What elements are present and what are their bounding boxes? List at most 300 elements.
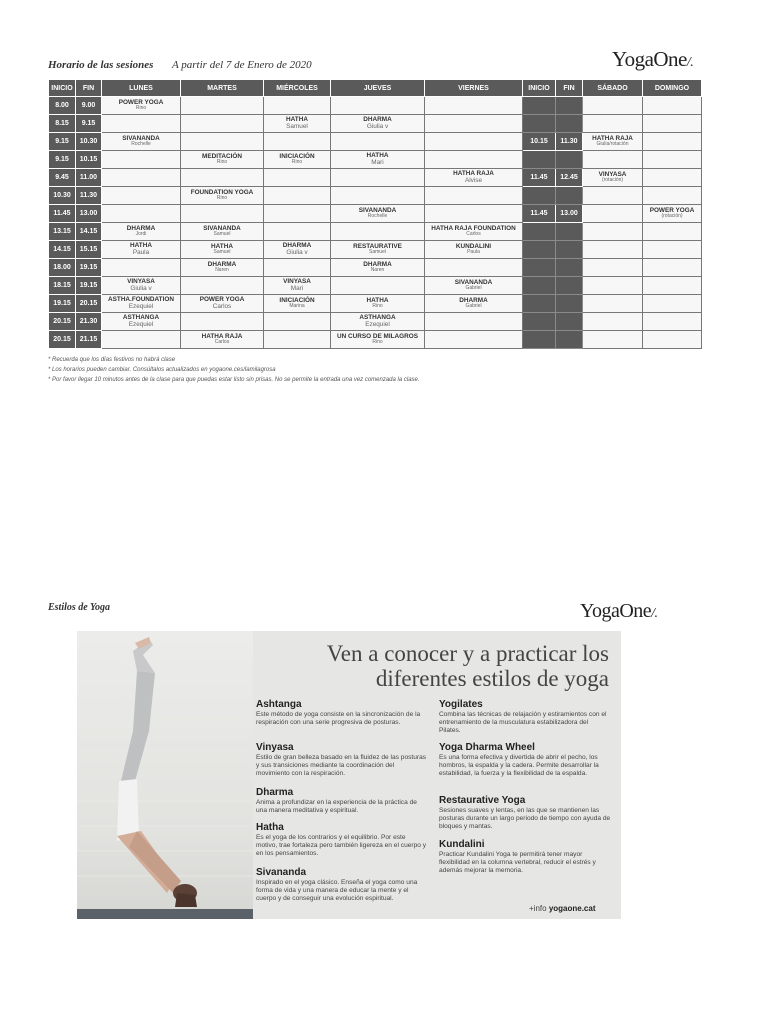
empty-cell	[425, 205, 523, 223]
empty-cell	[264, 313, 331, 331]
time-cell: 11.00	[76, 169, 102, 187]
schedule-notes	[48, 355, 420, 385]
yoga-styles-poster	[77, 631, 621, 919]
class-cell	[331, 205, 425, 223]
info-prefix: +info	[529, 904, 547, 913]
style-description: Inspirado en el yoga clásico. Enseña el yoga como una forma de vida y una manera de educar la mente y el cuerpo y de conseguir una evolución espiritual.	[256, 879, 418, 903]
teacher-name: Paula	[132, 248, 150, 256]
empty-cell	[102, 169, 181, 187]
class-cell	[102, 277, 181, 295]
yoga-pose-photo	[77, 631, 253, 919]
empty-cell	[583, 151, 643, 169]
empty-cell	[331, 223, 425, 241]
column-header: MIÉRCOLES	[264, 80, 331, 97]
schedule-header-row	[49, 80, 702, 97]
class-cell	[583, 133, 643, 151]
empty-cell	[583, 223, 643, 241]
empty-time-cell	[556, 259, 583, 277]
class-name: KUNDALINI	[455, 242, 492, 250]
empty-time-cell	[556, 295, 583, 313]
empty-cell	[264, 169, 331, 187]
empty-cell	[425, 331, 523, 349]
time-cell: 20.15	[76, 295, 102, 313]
schedule-row	[49, 277, 702, 295]
styles-section-title: Estilos de Yoga	[48, 602, 111, 613]
class-cell	[181, 151, 264, 169]
time-cell: 20.15	[49, 313, 76, 331]
class-cell	[181, 259, 264, 277]
empty-time-cell	[556, 223, 583, 241]
class-name: ASTHANGA	[359, 313, 396, 321]
logo-secondary	[580, 600, 658, 623]
yoga-mat	[77, 909, 253, 919]
logo-text-secondary: YogaOne	[580, 600, 652, 622]
schedule-row	[49, 133, 702, 151]
empty-cell	[425, 133, 523, 151]
empty-time-cell	[523, 223, 556, 241]
schedule-row	[49, 115, 702, 133]
class-cell	[331, 115, 425, 133]
time-cell: 15.15	[76, 241, 102, 259]
weekend-time-cell: 13.00	[556, 205, 583, 223]
class-name: HATHA RAJA	[592, 134, 633, 142]
class-cell	[102, 313, 181, 331]
note-holidays: * Recuerda que los días festivos no habrá clase	[48, 357, 176, 363]
class-name: INICIACIÓN	[279, 152, 315, 160]
empty-cell	[425, 151, 523, 169]
logo-mark: /.	[686, 55, 694, 70]
note-changes: * Los horarios pueden cambiar. Consúltalos actualizados en yogaone.ces/lamilagrosa	[48, 367, 276, 373]
column-header: JUEVES	[331, 80, 425, 97]
style-name: Dharma	[256, 787, 294, 798]
column-header: MARTES	[181, 80, 264, 97]
teacher-name: Rino	[216, 195, 228, 202]
time-cell: 9.00	[76, 97, 102, 115]
empty-cell	[643, 169, 702, 187]
empty-time-cell	[523, 295, 556, 313]
teacher-name: Mari	[290, 284, 304, 292]
class-cell	[331, 259, 425, 277]
empty-time-cell	[556, 115, 583, 133]
weekend-time-cell: 11.30	[556, 133, 583, 151]
teacher-name: Rino	[291, 159, 303, 166]
style-description: Es el yoga de los contrarios y el equilibrio. Por este motivo, trae fortaleza pero también ligereza en el cuerpo y en los pensamientos.	[256, 834, 427, 858]
class-cell	[331, 331, 425, 349]
empty-time-cell	[523, 313, 556, 331]
empty-cell	[181, 115, 264, 133]
style-name: Sivananda	[256, 867, 307, 878]
empty-time-cell	[523, 241, 556, 259]
style-kundalini	[439, 839, 611, 876]
class-cell	[331, 313, 425, 331]
empty-cell	[583, 313, 643, 331]
teacher-name: Ezequiel	[128, 302, 154, 310]
empty-time-cell	[556, 97, 583, 115]
schedule-row	[49, 313, 702, 331]
teacher-name: Rino	[216, 159, 228, 166]
empty-cell	[643, 151, 702, 169]
empty-cell	[643, 295, 702, 313]
column-header: FIN	[76, 80, 102, 97]
schedule-row	[49, 97, 702, 115]
empty-cell	[643, 331, 702, 349]
teacher-name: Giulia/rotación	[596, 141, 629, 148]
class-name: VINYASA	[127, 277, 155, 285]
teacher-name: Giulia v	[130, 284, 152, 292]
time-cell: 9.15	[76, 115, 102, 133]
time-cell: 9.15	[49, 151, 76, 169]
style-description: Estilo de gran belleza basado en la fluidez de las posturas y sus transiciones mediante la coordinación del movimiento con la respiración.	[256, 754, 427, 778]
empty-cell	[181, 169, 264, 187]
empty-time-cell	[523, 97, 556, 115]
style-sivananda	[256, 867, 428, 904]
schedule-row	[49, 151, 702, 169]
class-name: HATHA RAJA	[201, 332, 243, 340]
class-name: SIVANANDA	[203, 224, 241, 232]
class-cell	[264, 241, 331, 259]
time-cell: 9.15	[49, 133, 76, 151]
class-cell	[331, 151, 425, 169]
empty-cell	[643, 313, 702, 331]
style-name: Vinyasa	[256, 742, 294, 753]
empty-cell	[643, 97, 702, 115]
empty-cell	[583, 241, 643, 259]
empty-cell	[331, 133, 425, 151]
class-name: MEDITACIÓN	[202, 152, 242, 160]
time-cell: 13.00	[76, 205, 102, 223]
empty-cell	[643, 259, 702, 277]
class-name: VINYASA	[283, 277, 311, 285]
weekend-time-cell: 11.45	[523, 169, 556, 187]
schedule-row	[49, 331, 702, 349]
class-cell	[264, 277, 331, 295]
empty-cell	[181, 97, 264, 115]
teacher-name: (rotación)	[601, 177, 624, 184]
time-cell: 14.15	[76, 223, 102, 241]
empty-time-cell	[556, 187, 583, 205]
empty-cell	[264, 205, 331, 223]
logo-mark-secondary: /.	[651, 606, 658, 621]
teacher-name: Samuel	[213, 231, 231, 238]
empty-cell	[643, 133, 702, 151]
empty-cell	[331, 169, 425, 187]
note-arrival: * Por favor llegar 10 minutos antes de la clase para que puedas estar listo sin prisas. No se permite la entrada una vez comenzada la clase.	[48, 377, 420, 383]
class-cell	[425, 241, 523, 259]
class-cell	[331, 295, 425, 313]
class-name: POWER YOGA	[199, 295, 245, 303]
time-cell: 21.30	[76, 313, 102, 331]
style-name: Restaurative Yoga	[439, 795, 526, 806]
class-cell	[425, 277, 523, 295]
style-hatha	[256, 822, 428, 859]
class-name: HATHA	[366, 296, 389, 304]
class-name: DHARMA	[459, 296, 488, 304]
class-cell	[583, 169, 643, 187]
time-cell: 19.15	[76, 277, 102, 295]
style-restaurative-yoga	[439, 795, 611, 832]
teacher-name: Alvise	[464, 176, 483, 184]
style-name: Yoga Dharma Wheel	[439, 742, 535, 753]
class-cell	[425, 223, 523, 241]
empty-cell	[583, 97, 643, 115]
style-name: Kundalini	[439, 839, 485, 850]
style-yogilates	[439, 699, 611, 736]
class-name: HATHA	[130, 241, 152, 249]
class-name: HATHA RAJA	[453, 169, 494, 177]
class-cell	[102, 133, 181, 151]
time-cell: 8.00	[49, 97, 76, 115]
class-cell	[331, 241, 425, 259]
empty-cell	[331, 277, 425, 295]
teacher-name: Marina	[289, 303, 305, 310]
time-cell: 18.15	[49, 277, 76, 295]
class-name: ASTHANGA	[122, 313, 160, 321]
teacher-name: Rino	[135, 105, 147, 112]
class-name: ASTHA.FOUNDATION	[108, 295, 174, 303]
style-vinyasa	[256, 742, 428, 779]
empty-cell	[425, 313, 523, 331]
teacher-name: Rino	[372, 303, 383, 310]
poster-headline-line1: Ven a conocer y a practicar los	[326, 641, 609, 666]
class-cell	[181, 295, 264, 313]
class-name: SIVANANDA	[454, 278, 493, 286]
class-name: SIVANANDA	[122, 134, 160, 142]
class-name: INICIACIÓN	[279, 296, 315, 304]
empty-time-cell	[523, 331, 556, 349]
style-dharma	[256, 787, 428, 815]
empty-cell	[102, 115, 181, 133]
weekend-time-cell: 12.45	[556, 169, 583, 187]
time-cell: 13.15	[49, 223, 76, 241]
teacher-name: Ezequiel	[128, 320, 154, 328]
weekend-time-cell: 11.45	[523, 205, 556, 223]
schedule-row	[49, 187, 702, 205]
empty-cell	[583, 331, 643, 349]
empty-cell	[181, 133, 264, 151]
empty-cell	[181, 205, 264, 223]
column-header: INICIO	[49, 80, 76, 97]
logo-text: YogaOne	[612, 47, 687, 71]
time-cell: 11.30	[76, 187, 102, 205]
column-header: FIN	[556, 80, 583, 97]
class-cell	[102, 97, 181, 115]
empty-cell	[425, 115, 523, 133]
column-header: SÁBADO	[583, 80, 643, 97]
empty-cell	[102, 259, 181, 277]
class-name: SIVANANDA	[358, 206, 397, 214]
time-cell: 10.30	[49, 187, 76, 205]
empty-cell	[264, 133, 331, 151]
empty-cell	[583, 187, 643, 205]
teacher-name: Samuel	[369, 249, 386, 256]
class-cell	[181, 223, 264, 241]
empty-cell	[102, 151, 181, 169]
schedule-row	[49, 259, 702, 277]
style-ashtanga	[256, 699, 428, 727]
poster-footer	[529, 904, 596, 913]
class-name: HATHA	[211, 242, 233, 250]
class-cell	[181, 187, 264, 205]
time-cell: 21.15	[76, 331, 102, 349]
empty-time-cell	[556, 277, 583, 295]
teacher-name: Carlos	[214, 339, 230, 346]
class-name: POWER YOGA	[649, 206, 695, 214]
empty-cell	[264, 331, 331, 349]
schedule-subtitle: A partir del 7 de Enero de 2020	[172, 59, 312, 71]
schedule-row	[49, 169, 702, 187]
class-name: FOUNDATION YOGA	[190, 188, 254, 196]
empty-time-cell	[556, 241, 583, 259]
class-name: DHARMA	[126, 224, 156, 232]
time-cell: 9.45	[49, 169, 76, 187]
empty-cell	[102, 187, 181, 205]
teacher-name: Rochelle	[131, 141, 151, 148]
empty-cell	[643, 241, 702, 259]
teacher-name: Giulia v	[286, 248, 308, 256]
time-cell: 8.15	[49, 115, 76, 133]
yoga-woman-illustration	[77, 631, 253, 919]
empty-cell	[102, 205, 181, 223]
time-cell: 10.30	[76, 133, 102, 151]
empty-cell	[264, 187, 331, 205]
teacher-name: Samuel	[213, 249, 231, 256]
class-cell	[102, 295, 181, 313]
class-name: HATHA	[366, 151, 389, 159]
style-yoga-dharma-wheel	[439, 742, 611, 779]
poster-headline-line2: diferentes estilos de yoga	[375, 666, 609, 691]
class-name: DHARMA	[363, 260, 392, 268]
class-name: VINYASA	[598, 170, 627, 178]
empty-cell	[425, 187, 523, 205]
teacher-name: Jordi	[135, 231, 147, 238]
schedule-title: Horario de las sesiones	[48, 59, 154, 71]
time-cell: 14.15	[49, 241, 76, 259]
class-name: DHARMA	[282, 241, 312, 249]
style-description: Practicar Kundalini Yoga te permitirá tener mayor flexibilidad en la columna vertebral, reducir el estrés y además mejorar la memoria.	[439, 851, 596, 875]
empty-cell	[331, 187, 425, 205]
class-cell	[264, 295, 331, 313]
column-header: DOMINGO	[643, 80, 702, 97]
empty-cell	[425, 259, 523, 277]
time-cell: 10.15	[76, 151, 102, 169]
style-name: Hatha	[256, 822, 284, 833]
style-name: Yogilates	[439, 699, 483, 710]
weekend-time-cell: 10.15	[523, 133, 556, 151]
empty-cell	[583, 115, 643, 133]
schedule-row	[49, 295, 702, 313]
time-cell: 19.15	[76, 259, 102, 277]
teacher-name: Gabriel	[465, 285, 482, 292]
style-description: Sesiones suaves y lentas, en las que se mantienen las posturas durante un largo periodo de tiempo con ayuda de bloques y mantas.	[439, 807, 611, 831]
style-description: Este método de yoga consiste en la sincronización de la respiración con una serie progresiva de posturas.	[256, 711, 421, 727]
empty-cell	[102, 331, 181, 349]
poster-headline	[267, 641, 609, 691]
empty-cell	[643, 223, 702, 241]
style-name: Ashtanga	[256, 699, 302, 710]
class-name: HATHA RAJA FOUNDATION	[431, 224, 516, 232]
empty-time-cell	[556, 151, 583, 169]
empty-cell	[264, 259, 331, 277]
column-header: INICIO	[523, 80, 556, 97]
teacher-name: Paula	[467, 249, 480, 256]
time-cell: 20.15	[49, 331, 76, 349]
teacher-name: (rotación)	[661, 213, 683, 220]
empty-cell	[643, 277, 702, 295]
column-header: LUNES	[102, 80, 181, 97]
empty-cell	[583, 277, 643, 295]
class-cell	[181, 241, 264, 259]
class-cell	[425, 169, 523, 187]
teacher-name: Giulia v	[366, 122, 389, 130]
empty-cell	[583, 205, 643, 223]
class-cell	[181, 331, 264, 349]
teacher-name: Rino	[372, 339, 383, 346]
empty-time-cell	[523, 187, 556, 205]
empty-cell	[264, 223, 331, 241]
schedule-row	[49, 205, 702, 223]
class-cell	[264, 115, 331, 133]
logo	[612, 47, 693, 72]
class-cell	[425, 295, 523, 313]
class-name: POWER YOGA	[118, 98, 164, 106]
website-link[interactable]: yogaone.cat	[548, 904, 596, 913]
empty-cell	[181, 277, 264, 295]
teacher-name: Ezequiel	[365, 320, 390, 328]
empty-cell	[331, 97, 425, 115]
class-name: HATHA	[286, 115, 308, 123]
schedule-row	[49, 223, 702, 241]
teacher-name: Naren	[215, 267, 229, 274]
time-cell: 19.15	[49, 295, 76, 313]
class-cell	[264, 151, 331, 169]
style-description: Anima a profundizar en la experiencia de la práctica de una manera meditativa y espiritual.	[256, 799, 417, 815]
class-cell	[102, 241, 181, 259]
empty-cell	[583, 295, 643, 313]
style-description: Combina las técnicas de relajación y estiramientos con el entrenamiento de la musculatura estabilizadora del Pilates.	[439, 711, 607, 735]
time-cell: 18.00	[49, 259, 76, 277]
empty-time-cell	[523, 259, 556, 277]
teacher-name: Naren	[370, 267, 385, 274]
empty-time-cell	[523, 115, 556, 133]
teacher-name: Mari	[371, 158, 384, 166]
class-cell	[102, 223, 181, 241]
class-name: DHARMA	[207, 260, 237, 268]
teacher-name: Carlos	[466, 231, 481, 238]
empty-cell	[264, 97, 331, 115]
empty-time-cell	[523, 277, 556, 295]
empty-cell	[643, 115, 702, 133]
teacher-name: Gabriel	[465, 303, 482, 310]
empty-time-cell	[523, 151, 556, 169]
schedule-row	[49, 241, 702, 259]
time-cell: 11.45	[49, 205, 76, 223]
teacher-name: Samuel	[286, 122, 308, 130]
empty-cell	[181, 313, 264, 331]
teacher-name: Carlos	[212, 302, 232, 310]
empty-time-cell	[556, 331, 583, 349]
empty-time-cell	[556, 313, 583, 331]
style-description: Es una forma efectiva y divertida de abrir el pecho, los hombros, la espalda y la cadera. Permite desarrollar la estabilidad, la fuerza y la flexibilidad de la espalda.	[439, 754, 599, 778]
teacher-name: Rochelle	[367, 213, 388, 220]
empty-cell	[425, 97, 523, 115]
column-header: VIERNES	[425, 80, 523, 97]
empty-cell	[583, 259, 643, 277]
class-name: RESTAURATIVE	[353, 242, 402, 250]
schedule-table	[48, 79, 702, 349]
class-name: DHARMA	[363, 115, 392, 123]
class-name: UN CURSO DE MILAGROS	[337, 332, 418, 340]
class-cell	[643, 205, 702, 223]
